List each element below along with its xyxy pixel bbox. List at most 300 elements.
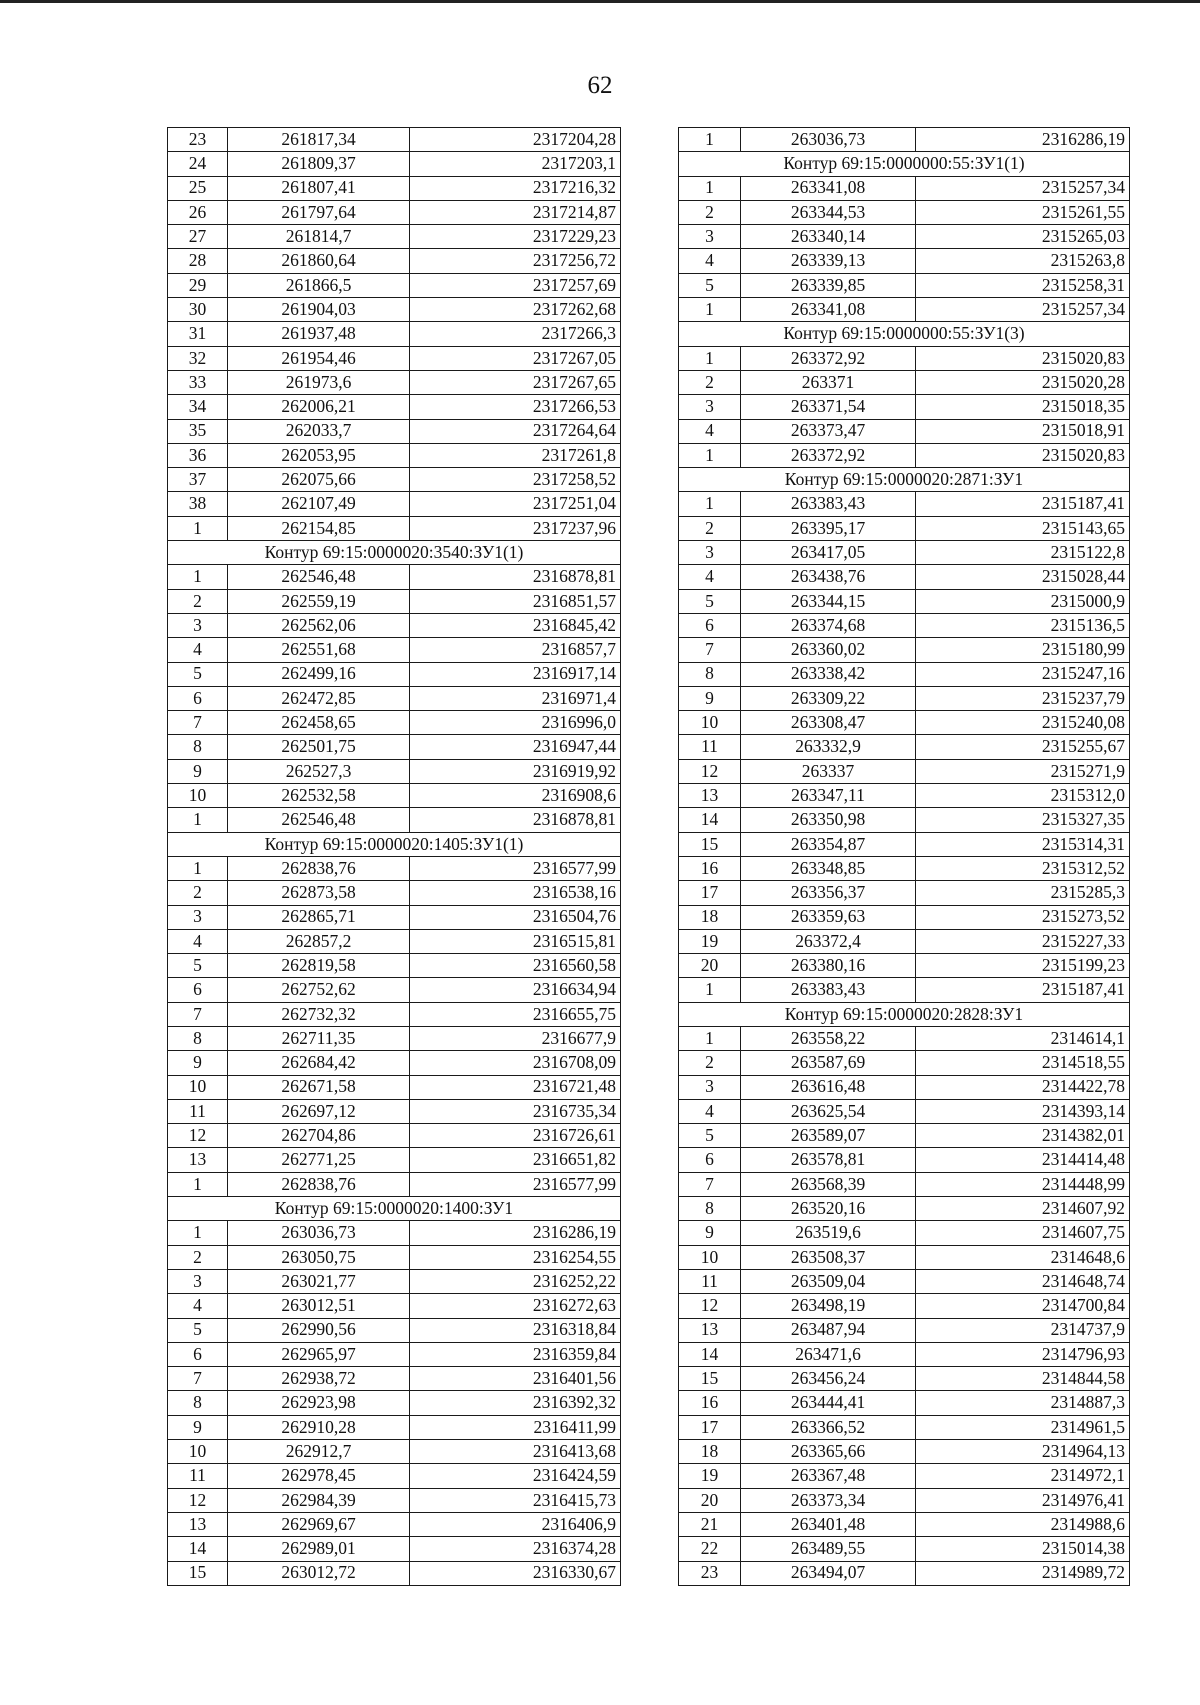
coordinate-row	[679, 954, 1130, 978]
y-coordinate-cell: 2316651,82	[410, 1148, 621, 1172]
y-coordinate-cell: 2316919,92	[410, 759, 621, 783]
y-coordinate-cell: 2315273,52	[916, 905, 1130, 929]
point-number-cell: 9	[679, 1221, 741, 1245]
x-coordinate-cell: 263625,54	[741, 1099, 916, 1123]
coordinate-row	[168, 856, 621, 880]
coordinate-row	[679, 1172, 1130, 1196]
coordinate-row	[679, 1197, 1130, 1221]
coordinate-row	[168, 759, 621, 783]
point-number-cell: 21	[679, 1512, 741, 1536]
x-coordinate-cell: 261807,41	[228, 176, 410, 200]
x-coordinate-cell: 263471,6	[741, 1342, 916, 1366]
point-number-cell: 16	[679, 1391, 741, 1415]
point-number-cell: 10	[679, 1245, 741, 1269]
coordinate-row	[679, 638, 1130, 662]
y-coordinate-cell: 2316272,63	[410, 1294, 621, 1318]
x-coordinate-cell: 263489,55	[741, 1537, 916, 1561]
coordinate-row	[168, 1512, 621, 1536]
coordinate-row	[168, 565, 621, 589]
x-coordinate-cell: 263587,69	[741, 1051, 916, 1075]
coordinate-row	[168, 200, 621, 224]
coordinate-row	[168, 1148, 621, 1172]
x-coordinate-cell: 262984,39	[228, 1488, 410, 1512]
x-coordinate-cell: 263401,48	[741, 1512, 916, 1536]
point-number-cell: 9	[168, 1415, 228, 1439]
coordinate-row	[679, 128, 1130, 152]
x-coordinate-cell: 263372,4	[741, 929, 916, 953]
x-coordinate-cell: 262684,42	[228, 1051, 410, 1075]
point-number-cell: 9	[679, 686, 741, 710]
y-coordinate-cell: 2317264,64	[410, 419, 621, 443]
y-coordinate-cell: 2316577,99	[410, 1172, 621, 1196]
point-number-cell: 3	[168, 1269, 228, 1293]
x-coordinate-cell: 263487,94	[741, 1318, 916, 1342]
x-coordinate-cell: 263444,41	[741, 1391, 916, 1415]
point-number-cell: 29	[168, 273, 228, 297]
point-number-cell: 2	[679, 370, 741, 394]
y-coordinate-cell: 2314964,13	[916, 1440, 1130, 1464]
x-coordinate-cell: 263520,16	[741, 1197, 916, 1221]
point-number-cell: 11	[168, 1464, 228, 1488]
point-number-cell: 18	[679, 1440, 741, 1464]
y-coordinate-cell: 2315312,52	[916, 856, 1130, 880]
y-coordinate-cell: 2317257,69	[410, 273, 621, 297]
point-number-cell: 15	[679, 832, 741, 856]
point-number-cell: 1	[168, 1172, 228, 1196]
y-coordinate-cell: 2317267,65	[410, 370, 621, 394]
coordinate-row	[168, 881, 621, 905]
point-number-cell: 1	[679, 176, 741, 200]
y-coordinate-cell: 2316845,42	[410, 613, 621, 637]
coordinate-row	[168, 1221, 621, 1245]
x-coordinate-cell: 263371,54	[741, 395, 916, 419]
y-coordinate-cell: 2316411,99	[410, 1415, 621, 1439]
x-coordinate-cell: 262472,85	[228, 686, 410, 710]
coordinate-row	[679, 1221, 1130, 1245]
y-coordinate-cell: 2317266,3	[410, 322, 621, 346]
y-coordinate-cell: 2316515,81	[410, 929, 621, 953]
point-number-cell: 2	[168, 589, 228, 613]
point-number-cell: 1	[679, 298, 741, 322]
point-number-cell: 5	[168, 1318, 228, 1342]
y-coordinate-cell: 2316415,73	[410, 1488, 621, 1512]
x-coordinate-cell: 263578,81	[741, 1148, 916, 1172]
x-coordinate-cell: 262033,7	[228, 419, 410, 443]
y-coordinate-cell: 2315018,35	[916, 395, 1130, 419]
y-coordinate-cell: 2316634,94	[410, 978, 621, 1002]
y-coordinate-cell: 2317203,1	[410, 152, 621, 176]
y-coordinate-cell: 2314961,5	[916, 1415, 1130, 1439]
y-coordinate-cell: 2315312,0	[916, 784, 1130, 808]
contour-header-row	[679, 1002, 1130, 1026]
coordinate-row	[679, 978, 1130, 1002]
y-coordinate-cell: 2314648,74	[916, 1269, 1130, 1293]
y-coordinate-cell: 2316851,57	[410, 589, 621, 613]
x-coordinate-cell: 263339,13	[741, 249, 916, 273]
y-coordinate-cell: 2315258,31	[916, 273, 1130, 297]
y-coordinate-cell: 2317267,05	[410, 346, 621, 370]
x-coordinate-cell: 263371	[741, 370, 916, 394]
point-number-cell: 1	[168, 1221, 228, 1245]
y-coordinate-cell: 2314737,9	[916, 1318, 1130, 1342]
contour-header: Контур 69:15:0000020:2828:ЗУ1	[679, 1002, 1130, 1026]
point-number-cell: 10	[168, 784, 228, 808]
x-coordinate-cell: 263012,72	[228, 1561, 410, 1585]
y-coordinate-cell: 2315261,55	[916, 200, 1130, 224]
x-coordinate-cell: 263456,24	[741, 1367, 916, 1391]
x-coordinate-cell: 262551,68	[228, 638, 410, 662]
coordinate-row	[168, 1294, 621, 1318]
coordinate-row	[168, 468, 621, 492]
x-coordinate-cell: 262501,75	[228, 735, 410, 759]
x-coordinate-cell: 263589,07	[741, 1124, 916, 1148]
x-coordinate-cell: 263347,11	[741, 784, 916, 808]
coordinate-row	[168, 662, 621, 686]
x-coordinate-cell: 262006,21	[228, 395, 410, 419]
point-number-cell: 30	[168, 298, 228, 322]
point-number-cell: 4	[168, 638, 228, 662]
x-coordinate-cell: 263348,85	[741, 856, 916, 880]
x-coordinate-cell: 262546,48	[228, 565, 410, 589]
point-number-cell: 10	[168, 1075, 228, 1099]
point-number-cell: 12	[679, 759, 741, 783]
y-coordinate-cell: 2316971,4	[410, 686, 621, 710]
x-coordinate-cell: 262873,58	[228, 881, 410, 905]
x-coordinate-cell: 263356,37	[741, 881, 916, 905]
x-coordinate-cell: 261817,34	[228, 128, 410, 152]
y-coordinate-cell: 2316947,44	[410, 735, 621, 759]
x-coordinate-cell: 263341,08	[741, 298, 916, 322]
point-number-cell: 23	[679, 1561, 741, 1585]
x-coordinate-cell: 262838,76	[228, 856, 410, 880]
point-number-cell: 5	[168, 662, 228, 686]
x-coordinate-cell: 262938,72	[228, 1367, 410, 1391]
point-number-cell: 23	[168, 128, 228, 152]
coordinate-row	[679, 370, 1130, 394]
point-number-cell: 15	[168, 1561, 228, 1585]
coordinate-row	[679, 225, 1130, 249]
x-coordinate-cell: 262912,7	[228, 1440, 410, 1464]
coordinate-row	[168, 395, 621, 419]
x-coordinate-cell: 263417,05	[741, 541, 916, 565]
y-coordinate-cell: 2316878,81	[410, 808, 621, 832]
y-coordinate-cell: 2315255,67	[916, 735, 1130, 759]
contour-header-row	[168, 1197, 621, 1221]
coordinate-row	[168, 808, 621, 832]
x-coordinate-cell: 262704,86	[228, 1124, 410, 1148]
x-coordinate-cell: 262562,06	[228, 613, 410, 637]
point-number-cell: 13	[168, 1148, 228, 1172]
x-coordinate-cell: 262969,67	[228, 1512, 410, 1536]
y-coordinate-cell: 2315271,9	[916, 759, 1130, 783]
y-coordinate-cell: 2316286,19	[410, 1221, 621, 1245]
y-coordinate-cell: 2316577,99	[410, 856, 621, 880]
x-coordinate-cell: 261954,46	[228, 346, 410, 370]
coordinate-row	[168, 1415, 621, 1439]
x-coordinate-cell: 263373,34	[741, 1488, 916, 1512]
point-number-cell: 2	[679, 516, 741, 540]
x-coordinate-cell: 263341,08	[741, 176, 916, 200]
point-number-cell: 7	[679, 638, 741, 662]
x-coordinate-cell: 263438,76	[741, 565, 916, 589]
point-number-cell: 6	[168, 686, 228, 710]
point-number-cell: 1	[168, 808, 228, 832]
coordinate-row	[168, 128, 621, 152]
y-coordinate-cell: 2314976,41	[916, 1488, 1130, 1512]
point-number-cell: 13	[679, 1318, 741, 1342]
y-coordinate-cell: 2316721,48	[410, 1075, 621, 1099]
y-coordinate-cell: 2317261,8	[410, 443, 621, 467]
x-coordinate-cell: 263337	[741, 759, 916, 783]
coordinate-row	[679, 1512, 1130, 1536]
coordinate-row	[168, 322, 621, 346]
coordinate-row	[168, 978, 621, 1002]
point-number-cell: 4	[679, 419, 741, 443]
point-number-cell: 1	[679, 443, 741, 467]
coordinate-row	[168, 1561, 621, 1585]
x-coordinate-cell: 262732,32	[228, 1002, 410, 1026]
coordinate-row	[679, 346, 1130, 370]
point-number-cell: 6	[168, 978, 228, 1002]
coordinate-row	[679, 1269, 1130, 1293]
y-coordinate-cell: 2317204,28	[410, 128, 621, 152]
point-number-cell: 31	[168, 322, 228, 346]
x-coordinate-cell: 263558,22	[741, 1026, 916, 1050]
contour-header-row	[679, 152, 1130, 176]
x-coordinate-cell: 262838,76	[228, 1172, 410, 1196]
point-number-cell: 16	[679, 856, 741, 880]
x-coordinate-cell: 262965,97	[228, 1342, 410, 1366]
point-number-cell: 35	[168, 419, 228, 443]
coordinate-row	[168, 905, 621, 929]
coordinate-row	[679, 929, 1130, 953]
coordinate-row	[168, 1440, 621, 1464]
point-number-cell: 12	[168, 1124, 228, 1148]
y-coordinate-cell: 2315014,38	[916, 1537, 1130, 1561]
x-coordinate-cell: 263374,68	[741, 613, 916, 637]
x-coordinate-cell: 263021,77	[228, 1269, 410, 1293]
x-coordinate-cell: 262857,2	[228, 929, 410, 953]
coordinate-row	[168, 589, 621, 613]
y-coordinate-cell: 2314796,93	[916, 1342, 1130, 1366]
coordinate-row	[168, 1342, 621, 1366]
x-coordinate-cell: 263332,9	[741, 735, 916, 759]
point-number-cell: 11	[168, 1099, 228, 1123]
coordinate-row	[679, 443, 1130, 467]
coordinate-row	[168, 1026, 621, 1050]
y-coordinate-cell: 2315285,3	[916, 881, 1130, 905]
point-number-cell: 6	[679, 1148, 741, 1172]
x-coordinate-cell: 263519,6	[741, 1221, 916, 1245]
point-number-cell: 38	[168, 492, 228, 516]
coordinate-row	[168, 1391, 621, 1415]
point-number-cell: 4	[679, 1099, 741, 1123]
y-coordinate-cell: 2316330,67	[410, 1561, 621, 1585]
x-coordinate-cell: 261860,64	[228, 249, 410, 273]
y-coordinate-cell: 2315237,79	[916, 686, 1130, 710]
coordinate-row	[679, 395, 1130, 419]
coordinate-row	[168, 273, 621, 297]
y-coordinate-cell: 2316252,22	[410, 1269, 621, 1293]
x-coordinate-cell: 262107,49	[228, 492, 410, 516]
point-number-cell: 1	[679, 346, 741, 370]
coordinate-row	[168, 249, 621, 273]
x-coordinate-cell: 263309,22	[741, 686, 916, 710]
coordinate-row	[168, 1245, 621, 1269]
x-coordinate-cell: 263344,53	[741, 200, 916, 224]
x-coordinate-cell: 263509,04	[741, 1269, 916, 1293]
coordinate-row	[168, 443, 621, 467]
x-coordinate-cell: 263372,92	[741, 346, 916, 370]
coordinate-row	[168, 1002, 621, 1026]
y-coordinate-cell: 2315028,44	[916, 565, 1130, 589]
contour-header: Контур 69:15:0000020:1405:ЗУ1(1)	[168, 832, 621, 856]
y-coordinate-cell: 2315257,34	[916, 176, 1130, 200]
x-coordinate-cell: 262499,16	[228, 662, 410, 686]
y-coordinate-cell: 2315187,41	[916, 978, 1130, 1002]
contour-header: Контур 69:15:0000020:2871:ЗУ1	[679, 468, 1130, 492]
y-coordinate-cell: 2314988,6	[916, 1512, 1130, 1536]
y-coordinate-cell: 2316726,61	[410, 1124, 621, 1148]
x-coordinate-cell: 263050,75	[228, 1245, 410, 1269]
y-coordinate-cell: 2315018,91	[916, 419, 1130, 443]
coordinate-row	[679, 176, 1130, 200]
y-coordinate-cell: 2316504,76	[410, 905, 621, 929]
coordinate-row	[679, 249, 1130, 273]
point-number-cell: 14	[679, 808, 741, 832]
y-coordinate-cell: 2316406,9	[410, 1512, 621, 1536]
point-number-cell: 1	[679, 128, 741, 152]
y-coordinate-cell: 2317251,04	[410, 492, 621, 516]
y-coordinate-cell: 2315327,35	[916, 808, 1130, 832]
point-number-cell: 14	[168, 1537, 228, 1561]
point-number-cell: 3	[679, 541, 741, 565]
point-number-cell: 12	[679, 1294, 741, 1318]
coordinate-row	[679, 1245, 1130, 1269]
point-number-cell: 27	[168, 225, 228, 249]
coordinate-row	[168, 152, 621, 176]
coordinate-row	[168, 1367, 621, 1391]
point-number-cell: 1	[679, 978, 741, 1002]
point-number-cell: 1	[168, 856, 228, 880]
coordinate-row	[679, 298, 1130, 322]
y-coordinate-cell: 2314648,6	[916, 1245, 1130, 1269]
coordinate-row	[679, 808, 1130, 832]
y-coordinate-cell: 2317237,96	[410, 516, 621, 540]
y-coordinate-cell: 2316677,9	[410, 1026, 621, 1050]
y-coordinate-cell: 2314614,1	[916, 1026, 1130, 1050]
y-coordinate-cell: 2315227,33	[916, 929, 1130, 953]
y-coordinate-cell: 2316735,34	[410, 1099, 621, 1123]
point-number-cell: 3	[679, 1075, 741, 1099]
coordinate-row	[679, 1367, 1130, 1391]
x-coordinate-cell: 263568,39	[741, 1172, 916, 1196]
left-coordinates-table	[167, 127, 621, 1586]
y-coordinate-cell: 2316318,84	[410, 1318, 621, 1342]
x-coordinate-cell: 262559,19	[228, 589, 410, 613]
coordinate-row	[168, 492, 621, 516]
coordinate-row	[679, 1391, 1130, 1415]
coordinate-row	[679, 1026, 1130, 1050]
coordinate-row	[168, 1537, 621, 1561]
y-coordinate-cell: 2315257,34	[916, 298, 1130, 322]
coordinate-row	[679, 905, 1130, 929]
y-coordinate-cell: 2315020,83	[916, 443, 1130, 467]
coordinate-row	[679, 1075, 1130, 1099]
coordinate-row	[168, 638, 621, 662]
y-coordinate-cell: 2315187,41	[916, 492, 1130, 516]
coordinate-row	[679, 1051, 1130, 1075]
point-number-cell: 22	[679, 1537, 741, 1561]
y-coordinate-cell: 2316413,68	[410, 1440, 621, 1464]
x-coordinate-cell: 262671,58	[228, 1075, 410, 1099]
y-coordinate-cell: 2316538,16	[410, 881, 621, 905]
coordinate-row	[679, 516, 1130, 540]
x-coordinate-cell: 263365,66	[741, 1440, 916, 1464]
point-number-cell: 17	[679, 1415, 741, 1439]
coordinate-row	[168, 370, 621, 394]
point-number-cell: 7	[679, 1172, 741, 1196]
y-coordinate-cell: 2317216,32	[410, 176, 621, 200]
x-coordinate-cell: 263494,07	[741, 1561, 916, 1585]
x-coordinate-cell: 262819,58	[228, 954, 410, 978]
x-coordinate-cell: 262771,25	[228, 1148, 410, 1172]
point-number-cell: 2	[679, 1051, 741, 1075]
x-coordinate-cell: 263366,52	[741, 1415, 916, 1439]
y-coordinate-cell: 2314422,78	[916, 1075, 1130, 1099]
y-coordinate-cell: 2317258,52	[410, 468, 621, 492]
y-coordinate-cell: 2315265,03	[916, 225, 1130, 249]
contour-header-row	[168, 541, 621, 565]
x-coordinate-cell: 263508,37	[741, 1245, 916, 1269]
x-coordinate-cell: 262075,66	[228, 468, 410, 492]
contour-header: Контур 69:15:0000020:1400:ЗУ1	[168, 1197, 621, 1221]
point-number-cell: 7	[168, 1002, 228, 1026]
y-coordinate-cell: 2316655,75	[410, 1002, 621, 1026]
point-number-cell: 13	[168, 1512, 228, 1536]
y-coordinate-cell: 2316908,6	[410, 784, 621, 808]
coordinate-row	[168, 1488, 621, 1512]
y-coordinate-cell: 2314607,75	[916, 1221, 1130, 1245]
x-coordinate-cell: 263012,51	[228, 1294, 410, 1318]
y-coordinate-cell: 2316424,59	[410, 1464, 621, 1488]
y-coordinate-cell: 2314972,1	[916, 1464, 1130, 1488]
y-coordinate-cell: 2315247,16	[916, 662, 1130, 686]
x-coordinate-cell: 263350,98	[741, 808, 916, 832]
x-coordinate-cell: 262910,28	[228, 1415, 410, 1439]
coordinate-row	[679, 1488, 1130, 1512]
point-number-cell: 4	[679, 249, 741, 273]
coordinate-row	[168, 784, 621, 808]
coordinate-row	[168, 419, 621, 443]
point-number-cell: 11	[679, 735, 741, 759]
point-number-cell: 12	[168, 1488, 228, 1512]
x-coordinate-cell: 262532,58	[228, 784, 410, 808]
y-coordinate-cell: 2316254,55	[410, 1245, 621, 1269]
point-number-cell: 11	[679, 1269, 741, 1293]
contour-header-row	[679, 322, 1130, 346]
point-number-cell: 1	[168, 516, 228, 540]
point-number-cell: 3	[168, 613, 228, 637]
y-coordinate-cell: 2314989,72	[916, 1561, 1130, 1585]
x-coordinate-cell: 261866,5	[228, 273, 410, 297]
coordinate-row	[679, 1318, 1130, 1342]
y-coordinate-cell: 2315020,28	[916, 370, 1130, 394]
right-coordinates-table	[678, 127, 1130, 1586]
y-coordinate-cell: 2316359,84	[410, 1342, 621, 1366]
coordinate-row	[168, 1075, 621, 1099]
coordinate-row	[679, 200, 1130, 224]
